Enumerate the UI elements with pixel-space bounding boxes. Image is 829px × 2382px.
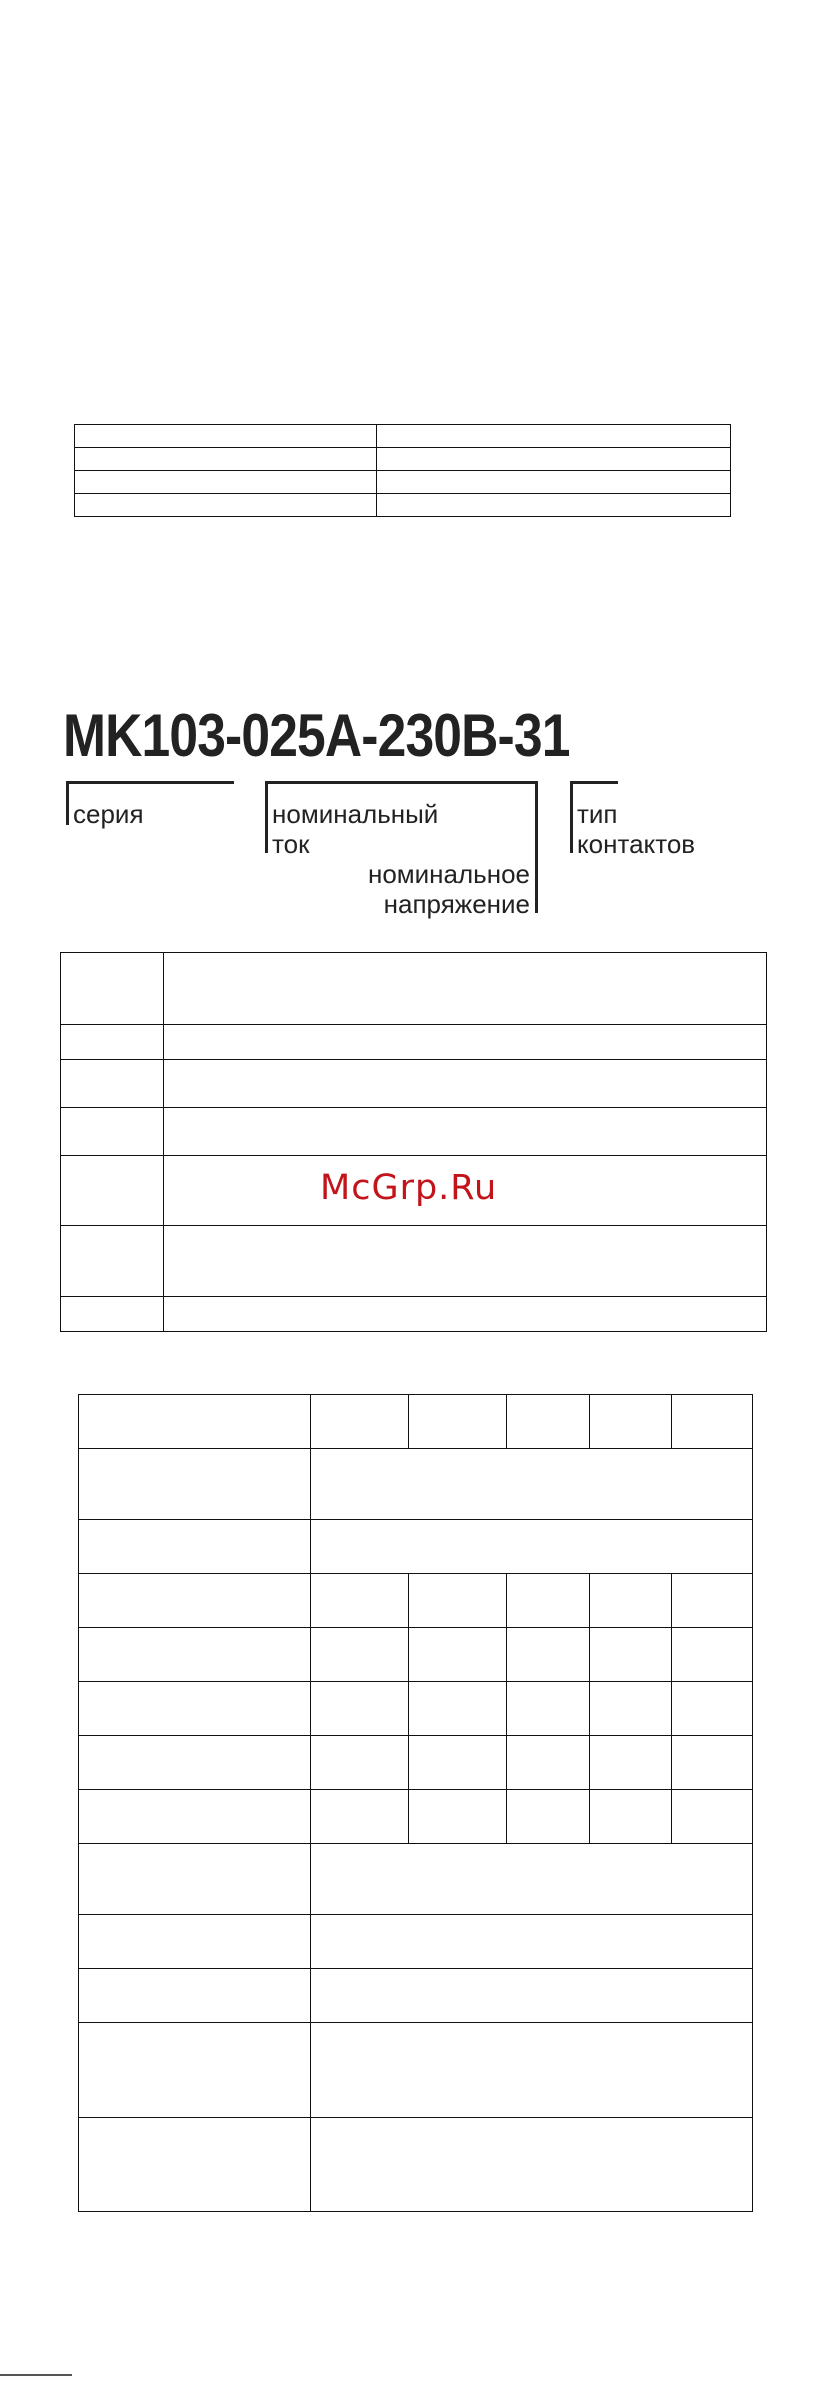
model-code-series: MK103 (63, 702, 226, 769)
table-row (61, 953, 767, 1025)
table-row (79, 1395, 753, 1449)
table-row (61, 1060, 767, 1108)
table-row (61, 1297, 767, 1332)
code-description-table (60, 952, 767, 1332)
table-row (79, 2118, 753, 2212)
table-row (61, 1108, 767, 1156)
bracket-current (265, 781, 413, 784)
table-row (79, 1790, 753, 1844)
bracket-current-tick (265, 781, 268, 853)
model-code-separator: - (225, 702, 242, 769)
table-row (79, 1915, 753, 1969)
bracket-contacts-tick (570, 781, 573, 853)
bracket-series-tick (66, 781, 69, 825)
label-contact-type: тип контактов (577, 799, 696, 859)
table-row (79, 1682, 753, 1736)
table-row (75, 448, 731, 471)
table-row (75, 425, 731, 448)
table-row (79, 1844, 753, 1915)
model-code-separator: - (361, 702, 378, 769)
table-row (75, 471, 731, 494)
technical-specs-table (78, 1394, 753, 2212)
model-code-current: 025A (241, 702, 362, 769)
table-row (61, 1025, 767, 1060)
table-row (79, 1520, 753, 1574)
table-row (79, 1574, 753, 1628)
spec-table-small (74, 424, 731, 517)
table-row (61, 1226, 767, 1297)
model-code-contacts: 31 (513, 702, 570, 769)
table-row (79, 1736, 753, 1790)
label-rated-current: номинальный ток (272, 799, 439, 859)
model-code (63, 702, 570, 769)
table-row (79, 1449, 753, 1520)
bracket-series (66, 781, 234, 784)
table-row (79, 2023, 753, 2118)
bracket-voltage-tick (535, 781, 538, 913)
label-series: серия (73, 799, 144, 829)
table-row (75, 494, 731, 517)
model-code-separator: - (497, 702, 514, 769)
watermark: McGrp.Ru (320, 1168, 498, 1208)
bracket-contacts (570, 781, 618, 784)
bracket-voltage (413, 781, 538, 784)
model-code-voltage: 230B (377, 702, 498, 769)
page-edge-mark (0, 2374, 72, 2376)
table-row (79, 1628, 753, 1682)
label-rated-voltage: номинальное напряжение (367, 859, 530, 919)
table-row (79, 1969, 753, 2023)
